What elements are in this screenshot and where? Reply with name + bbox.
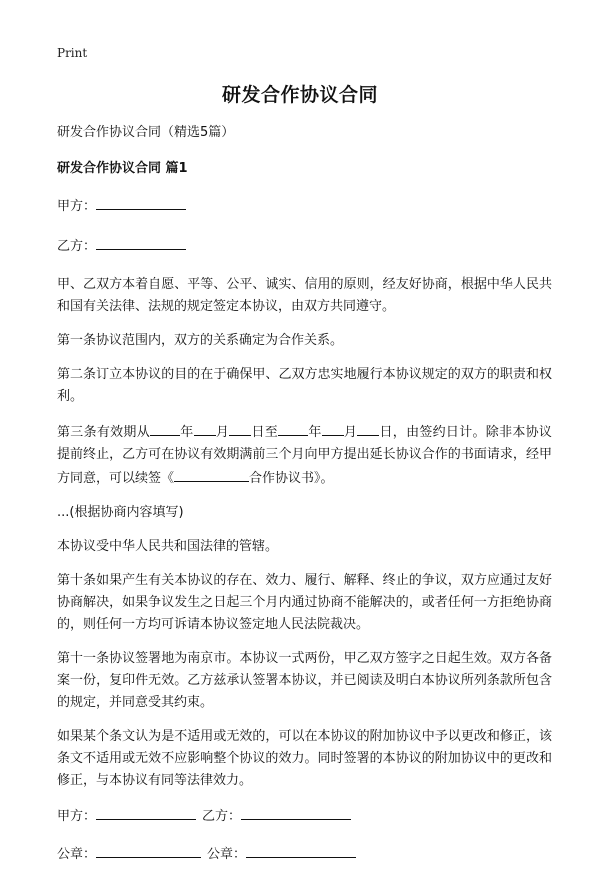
governing-law: 本协议受中华人民共和国法律的管辖。 (57, 539, 279, 554)
end-year-label: 年 (308, 425, 322, 440)
party-a-blank (96, 194, 186, 210)
party-a-label: 甲方： (57, 199, 97, 214)
signature-party-b-label: 乙方： (202, 809, 242, 824)
start-day-blank (229, 420, 251, 436)
article-3-suffix: 合作协议书》。 (249, 471, 334, 486)
document-title: 研发合作协议合同 (221, 84, 378, 106)
party-a-line (57, 194, 552, 218)
start-month-blank (194, 420, 216, 436)
signature-party-a-blank (96, 804, 196, 820)
signature-party-a-label: 甲方： (57, 809, 97, 824)
article-2: 第二条订立本协议的目的在于确保甲、乙双方忠实地履行本协议规定的双方的职责和权利。 (57, 367, 552, 404)
signature-party-b-blank (241, 804, 351, 820)
signature-row (57, 804, 552, 828)
article-11: 第十一条协议签署地为南京市。本协议一式两份，甲乙双方签字之日起生效。双方各备案一份，复印件无效。乙方兹承认签署本协议，并已阅读及明白本协议所列条款所包含的规定，并同意受其约束。 (57, 651, 552, 710)
end-month-blank (322, 420, 344, 436)
start-year-blank (150, 420, 180, 436)
agreement-name-blank (174, 466, 249, 482)
seal-row (57, 842, 552, 866)
end-day-blank (357, 420, 379, 436)
seal-a-label: 公章： (57, 847, 97, 862)
article-3-body: 日，由签约日计。除非本协议提前终止，乙方可在协议有效期满前三个月向甲方提出延长协议合作的书面请求，经甲方同意，可以续签《 (57, 425, 552, 486)
placeholder-note: ...(根据协商内容填写) (57, 505, 184, 520)
article-3 (57, 420, 552, 490)
intro-paragraph: 甲、乙双方本着自愿、平等、公平、诚实、信用的原则，经友好协商，根据中华人民共和国有关法律、法规的规定签定本协议，由双方共同遵守。 (57, 277, 552, 314)
party-b-label: 乙方： (57, 239, 97, 254)
end-month-label: 月 (343, 425, 358, 440)
end-year-blank (278, 420, 308, 436)
start-month-label: 月 (215, 425, 230, 440)
article-10: 第十条如果产生有关本协议的存在、效力、履行、解释、终止的争议，双方应通过友好协商解决，如果争议发生之日起三个月内通过协商不能解决的，或者任何一方拒绝协商的，则任何一方均可诉请本协议签定地人民法院裁决。 (57, 573, 552, 632)
seal-b-blank (246, 842, 356, 858)
seal-b-label: 公章： (207, 847, 247, 862)
print-link[interactable]: Print (57, 46, 88, 60)
start-year-label: 年 (180, 425, 194, 440)
seal-a-blank (96, 842, 201, 858)
document-subtitle: 研发合作协议合同（精选5篇） (57, 125, 235, 140)
party-b-blank (96, 234, 186, 250)
section-title: 研发合作协议合同 篇1 (57, 161, 188, 176)
invalid-clause-paragraph: 如果某个条文认为是不适用或无效的，可以在本协议的附加协议中予以更改和修正，该条文不适用或无效不应影响整个协议的效力。同时签署的本协议的附加协议中的更改和修正，与本协议有同等法律效力。 (57, 729, 552, 788)
start-day-label: 日至 (251, 425, 279, 440)
party-b-line (57, 234, 552, 258)
document-body (57, 122, 552, 880)
article-3-prefix: 第三条有效期从 (57, 425, 151, 440)
article-1: 第一条协议范围内，双方的关系确定为合作关系。 (57, 333, 344, 348)
